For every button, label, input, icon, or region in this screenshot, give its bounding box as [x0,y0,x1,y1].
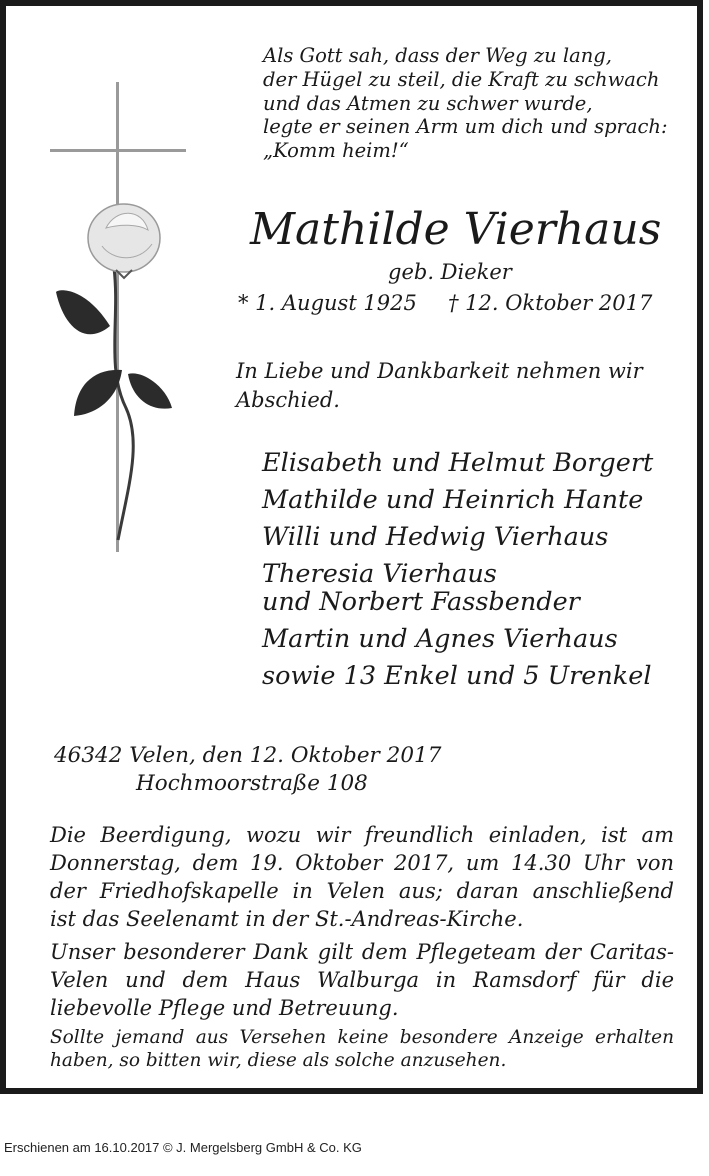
funeral-line: Die Beerdigung, wozu wir freundlich einladen, ist am [50,823,674,847]
mourner: Elisabeth und Helmut Borgert [262,448,654,478]
apology-line: haben, so bitten wir, diese als solche anzusehen. [50,1050,507,1071]
thanks-line: Unser besonderer Dank gilt dem Pflegeteam der Caritas- [50,940,674,964]
address-block [54,742,441,798]
poem-line: legte er seinen Arm um dich und sprach: [263,115,668,139]
mourner: sowie 13 Enkel und 5 Urenkel [262,661,652,691]
poem-line: „Komm heim!“ [263,139,409,163]
mourner: Mathilde und Heinrich Hante [262,485,644,515]
mourner: Theresia Vierhaus [262,559,497,589]
publication-imprint: Erschienen am 16.10.2017 © J. Mergelsberg GmbH & Co. KG [4,1140,362,1155]
funeral-line: ist das Seelenamt in der St.-Andreas-Kirche. [50,907,524,931]
mourner: Martin und Agnes Vierhaus [262,624,618,654]
poem-line: und das Atmen zu schwer wurde, [263,91,593,115]
mourner: und Norbert Fassbender [262,587,580,617]
funeral-line: der Friedhofskapelle in Velen aus; daran anschließend [50,879,674,903]
funeral-line: Donnerstag, dem 19. Oktober 2017, um 14.30 Uhr von [50,851,674,875]
funeral-info [50,821,674,933]
thanks-text [50,938,674,1022]
poem-line: der Hügel zu steil, die Kraft zu schwach [263,67,660,91]
birth-name: geb. Dieker [388,260,512,284]
poem-line: Als Gott sah, dass der Weg zu lang, [263,44,612,67]
birth-date: * 1. August 1925 [238,291,417,315]
farewell-text [236,357,676,415]
life-dates [238,289,670,317]
mourners-list [262,449,692,690]
death-date: † 12. Oktober 2017 [448,291,653,315]
poem [263,44,703,163]
farewell-line: In Liebe und Dankbarkeit nehmen wir [236,359,643,383]
mourner: Willi und Hedwig Vierhaus [262,522,609,552]
farewell-line: Abschied. [236,388,340,412]
place-date: 46342 Velen, den 12. Oktober 2017 [54,743,442,768]
deceased-name: Mathilde Vierhaus [250,204,662,255]
apology-line: Sollte jemand aus Versehen keine besondere Anzeige erhalten [50,1027,674,1048]
cross-with-rose-icon [46,78,206,558]
street-address: Hochmoorstraße 108 [136,771,368,796]
apology-text [50,1026,674,1072]
thanks-line: liebevolle Pflege und Betreuung. [50,996,399,1020]
thanks-line: Velen und dem Haus Walburga in Ramsdorf für die [50,968,674,992]
